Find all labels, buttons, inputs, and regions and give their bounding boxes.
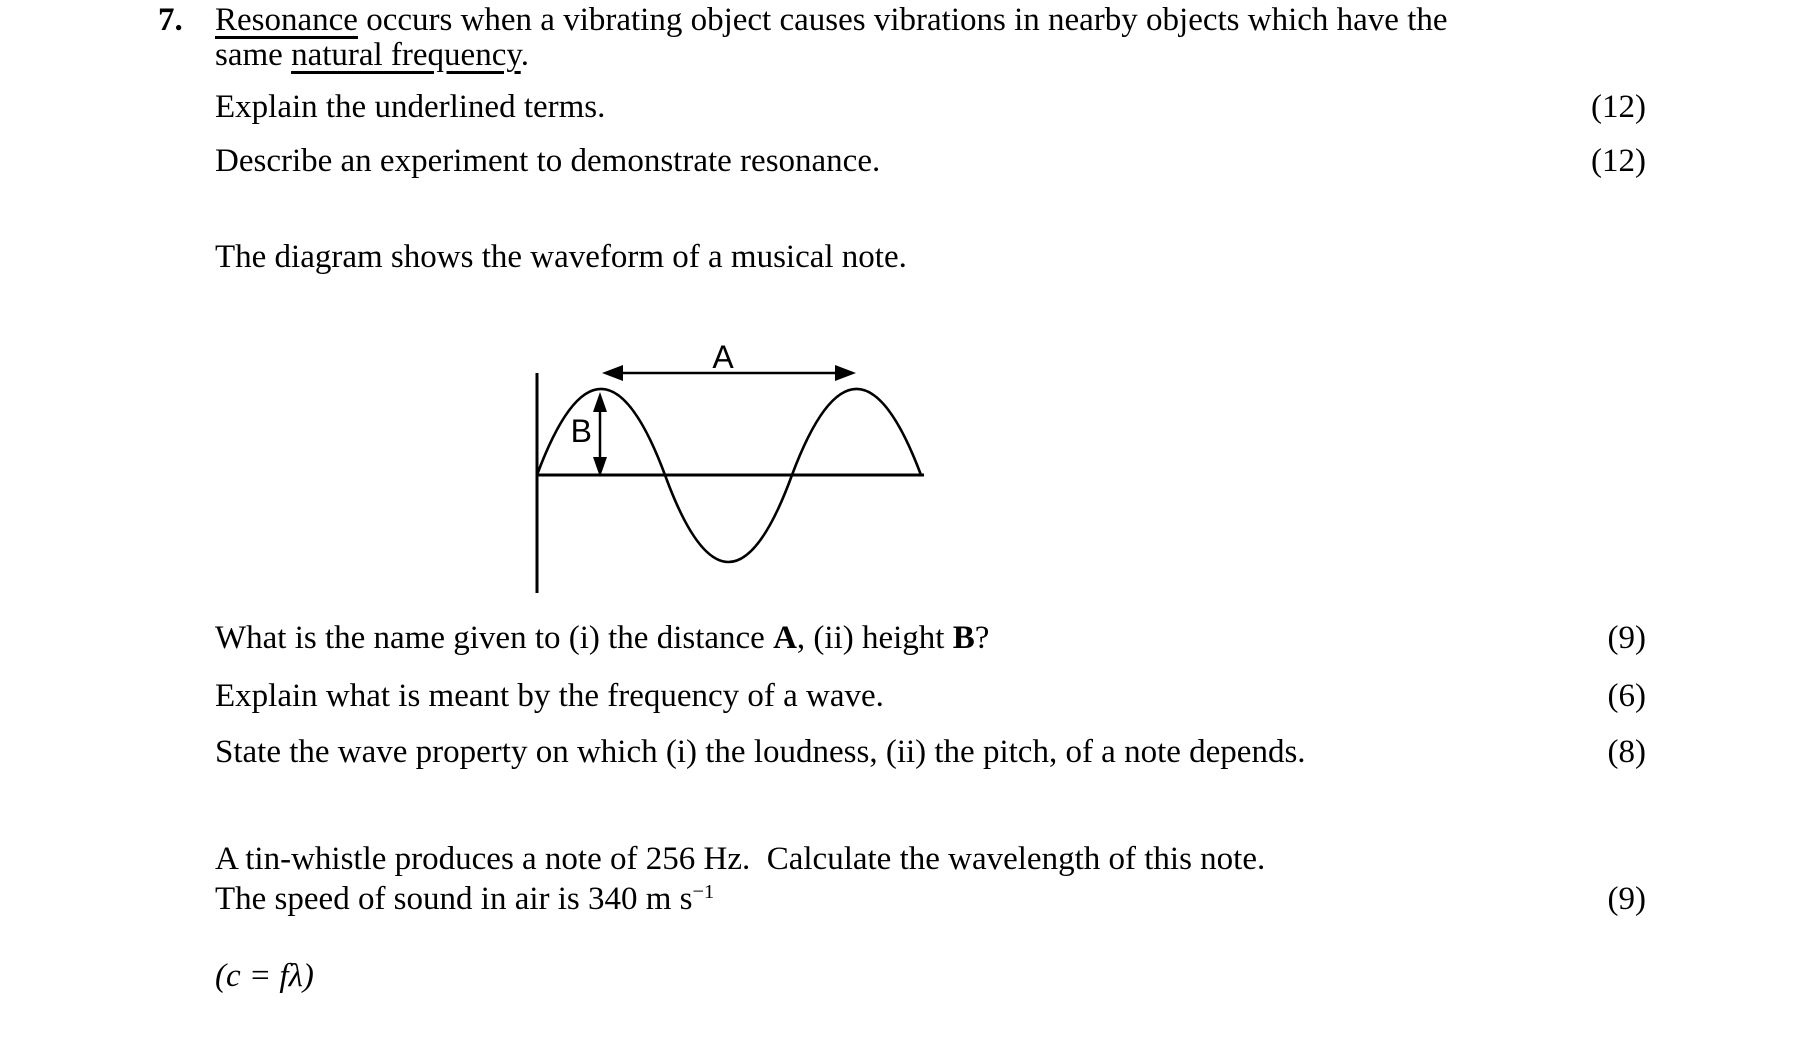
marks-task-describe-experiment: (12)	[1591, 143, 1646, 179]
task-explain-terms: Explain the underlined terms.	[215, 89, 606, 125]
q1-post: ?	[974, 620, 990, 656]
question-name-distance-height	[215, 619, 989, 659]
marks-calculation: (9)	[1607, 881, 1646, 917]
q1-bold-b: B	[952, 620, 975, 656]
calculation-line-1: A tin-whistle produces a note of 256 Hz. Calculate the wavelength of this note.	[215, 841, 1266, 877]
label-height-b: B	[570, 413, 592, 449]
formula-c-equals-f-lambda: (c = fλ)	[215, 958, 314, 994]
q1-bold-a: A	[773, 620, 797, 656]
question-loudness-pitch: State the wave property on which (i) the loudness, (ii) the pitch, of a note depends.	[215, 734, 1306, 770]
underlined-term-natural-frequency: natural frequency	[291, 37, 521, 73]
waveform-diagram	[470, 335, 970, 605]
wavelength-arrowhead-left	[602, 365, 623, 381]
q1-pre: What is the name given to (i) the distance	[215, 620, 774, 656]
statement-line2-pre: same	[215, 37, 292, 73]
superscript-exponent: −1	[692, 880, 715, 903]
marks-task-explain-terms: (12)	[1591, 89, 1646, 125]
statement-line-2	[215, 36, 529, 76]
diagram-caption: The diagram shows the waveform of a musical note.	[215, 239, 907, 275]
underlined-term-resonance: Resonance	[215, 2, 358, 38]
marks-question-frequency-meaning: (6)	[1607, 678, 1646, 714]
calculation-line-2	[215, 880, 714, 920]
q1-mid: , (ii) height	[796, 620, 953, 656]
question-frequency-meaning: Explain what is meant by the frequency of a wave.	[215, 678, 884, 714]
amplitude-arrowhead-top	[593, 392, 607, 412]
wavelength-arrowhead-right	[835, 365, 856, 381]
label-distance-a: A	[712, 339, 734, 375]
marks-question-loudness-pitch: (8)	[1607, 734, 1646, 770]
task-describe-experiment: Describe an experiment to demonstrate resonance.	[215, 143, 881, 179]
statement-line-1	[215, 1, 1448, 41]
question-number: 7.	[158, 2, 183, 38]
marks-question-name-distance-height: (9)	[1607, 620, 1646, 656]
amplitude-arrow	[593, 392, 607, 477]
statement-line1-rest: occurs when a vibrating object causes vibrations in nearby objects which have the	[357, 2, 1448, 38]
speed-of-sound-text: The speed of sound in air is 340 m s	[215, 881, 693, 917]
statement-line2-post: .	[520, 37, 529, 73]
